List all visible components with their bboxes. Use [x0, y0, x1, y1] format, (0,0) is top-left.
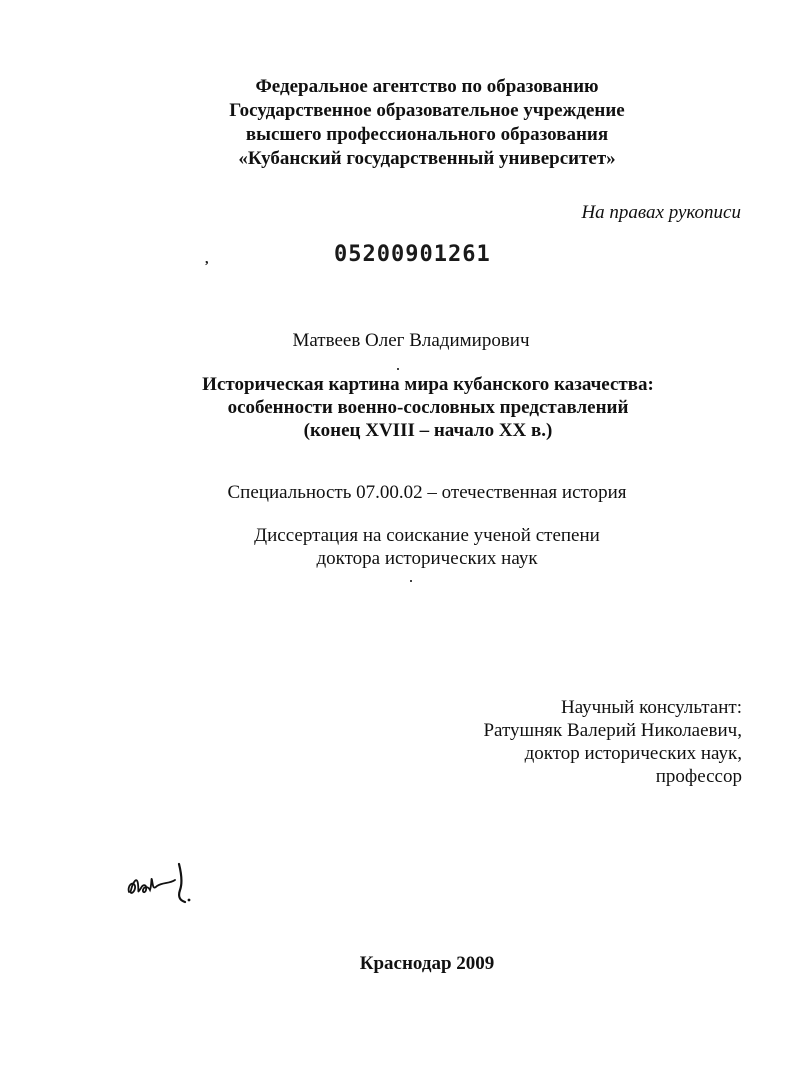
scientific-consultant	[483, 696, 742, 788]
consultant-line: Научный консультант:	[560, 697, 742, 718]
specialty: Специальность 07.00.02 – отечественная история	[227, 482, 627, 503]
registration-code: 05200901261	[334, 242, 491, 267]
consultant-line: доктор исторических наук,	[524, 743, 742, 764]
organization-line: «Кубанский государственный университет»	[238, 148, 616, 169]
scan-speck	[410, 580, 412, 582]
scan-speck	[397, 368, 399, 370]
organization-line: высшего профессионального образования	[245, 124, 609, 145]
degree-line: доктора исторических наук	[316, 548, 538, 569]
rights-note: На правах рукописи	[581, 202, 741, 223]
title-line: (конец XVIII – начало XX в.)	[303, 420, 553, 441]
consultant-line: профессор	[655, 766, 742, 787]
author-name: Матвеев Олег Владимирович	[292, 330, 530, 351]
title-line: особенности военно-сословных представлений	[227, 397, 629, 418]
city-year: Краснодар 2009	[359, 953, 495, 974]
title-line: Историческая картина мира кубанского казачества:	[202, 374, 654, 395]
degree-line: Диссертация на соискание ученой степени	[254, 525, 600, 546]
dissertation-degree	[28, 524, 798, 570]
dissertation-title	[29, 373, 798, 442]
signature-icon	[125, 858, 205, 908]
organization-line: Федеральное агентство по образованию	[255, 76, 599, 97]
consultant-line: Ратушняк Валерий Николаевич,	[483, 720, 742, 741]
stamp-mark: ,	[205, 252, 209, 267]
organization-line: Государственное образовательное учреждение	[229, 100, 625, 121]
organization-header	[28, 75, 798, 171]
